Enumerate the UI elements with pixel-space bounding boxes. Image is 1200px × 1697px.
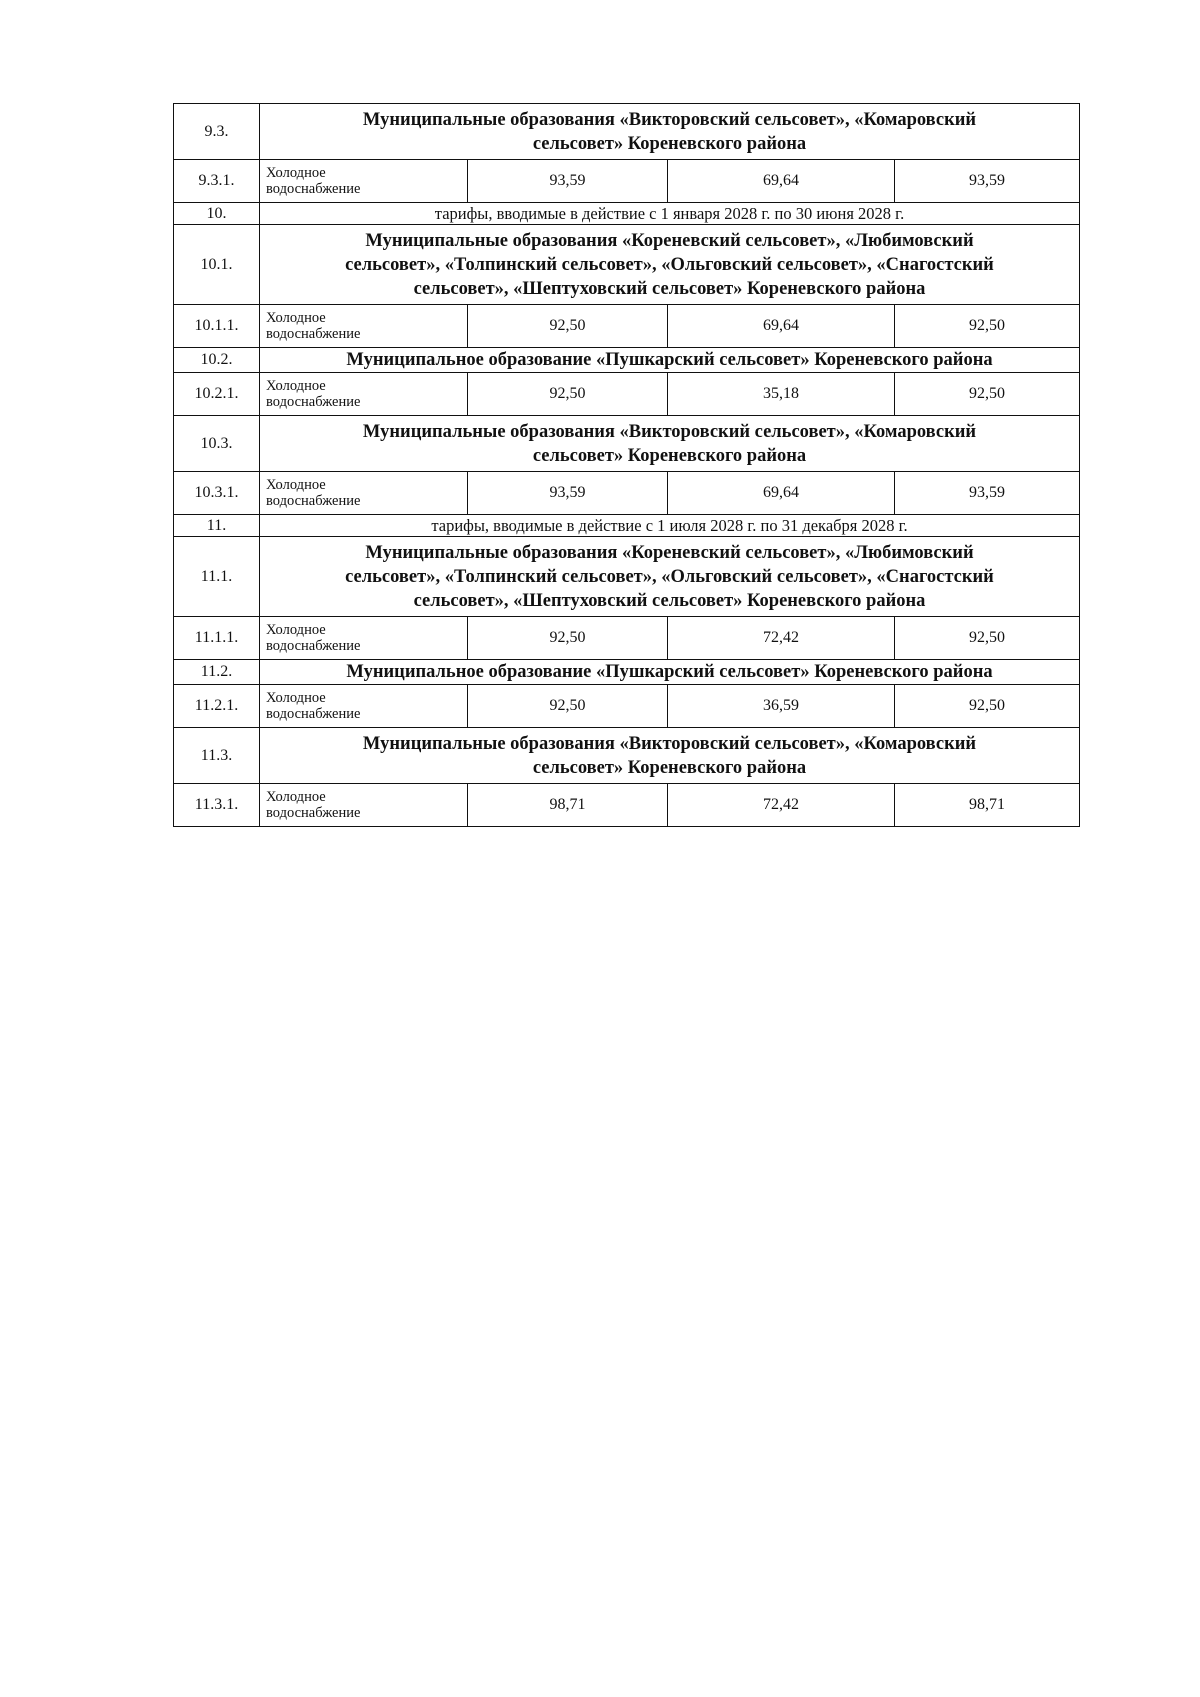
row-number: 10.2.1. xyxy=(174,373,260,416)
service-name-line: водоснабжение xyxy=(266,326,361,342)
group-title xyxy=(260,416,1080,472)
service-name-line: Холодное xyxy=(266,622,326,638)
service-name xyxy=(260,305,468,348)
row-number: 11.3. xyxy=(174,728,260,784)
group-title-line: сельсовет» Кореневского района xyxy=(532,133,807,154)
tariff-value: 93,59 xyxy=(468,472,668,515)
row-number: 11.1.1. xyxy=(174,617,260,660)
group-title-line: сельсовет», «Шептуховский сельсовет» Кореневского района xyxy=(413,278,926,299)
tariff-value: 72,42 xyxy=(668,784,895,827)
tariff-data-row xyxy=(174,160,1080,203)
tariff-data-row xyxy=(174,784,1080,827)
group-title-line: сельсовет», «Шептуховский сельсовет» Кореневского района xyxy=(413,590,926,611)
service-name xyxy=(260,160,468,203)
group-header-row xyxy=(174,537,1080,617)
group-title-line: сельсовет», «Толпинский сельсовет», «Ольговский сельсовет», «Снагостский xyxy=(345,254,994,275)
service-name xyxy=(260,617,468,660)
group-title xyxy=(260,104,1080,160)
group-title-line: Муниципальные образования «Викторовский сельсовет», «Комаровский xyxy=(362,421,977,442)
group-title xyxy=(260,225,1080,305)
tariff-value: 92,50 xyxy=(895,305,1080,348)
tariff-data-row xyxy=(174,373,1080,416)
group-header-row xyxy=(174,660,1080,685)
tariff-value: 93,59 xyxy=(895,160,1080,203)
tariff-value: 93,59 xyxy=(468,160,668,203)
tariff-value: 98,71 xyxy=(468,784,668,827)
tariff-value: 69,64 xyxy=(668,472,895,515)
tariff-value: 98,71 xyxy=(895,784,1080,827)
group-title xyxy=(260,537,1080,617)
period-row xyxy=(174,515,1080,537)
service-name-line: водоснабжение xyxy=(266,706,361,722)
row-number: 10.3.1. xyxy=(174,472,260,515)
group-header-row xyxy=(174,728,1080,784)
service-name-line: Холодное xyxy=(266,477,326,493)
service-name-line: Холодное xyxy=(266,165,326,181)
service-name-line: водоснабжение xyxy=(266,493,361,509)
group-header-row xyxy=(174,416,1080,472)
group-title-line: Муниципальные образования «Викторовский сельсовет», «Комаровский xyxy=(362,109,977,130)
period-text: тарифы, вводимые в действие с 1 июля 2028 г. по 31 декабря 2028 г. xyxy=(260,515,1080,537)
period-text: тарифы, вводимые в действие с 1 января 2028 г. по 30 июня 2028 г. xyxy=(260,203,1080,225)
tariff-value: 92,50 xyxy=(895,685,1080,728)
service-name-line: Холодное xyxy=(266,378,326,394)
group-title xyxy=(260,728,1080,784)
tariff-data-row xyxy=(174,472,1080,515)
tariff-value: 92,50 xyxy=(468,373,668,416)
tariff-value: 92,50 xyxy=(468,305,668,348)
group-title xyxy=(260,348,1080,373)
row-number: 10. xyxy=(174,203,260,225)
group-header-row xyxy=(174,104,1080,160)
tariff-value: 36,59 xyxy=(668,685,895,728)
tariff-table-body xyxy=(174,104,1080,827)
row-number: 11.2. xyxy=(174,660,260,685)
tariff-value: 69,64 xyxy=(668,160,895,203)
group-title-line: Муниципальное образование «Пушкарский сельсовет» Кореневского района xyxy=(346,350,993,370)
service-name-line: Холодное xyxy=(266,789,326,805)
tariff-value: 92,50 xyxy=(895,373,1080,416)
row-number: 10.2. xyxy=(174,348,260,373)
group-header-row xyxy=(174,225,1080,305)
group-title xyxy=(260,660,1080,685)
service-name-line: Холодное xyxy=(266,690,326,706)
group-title-line: Муниципальные образования «Викторовский сельсовет», «Комаровский xyxy=(362,733,977,754)
row-number: 9.3. xyxy=(174,104,260,160)
tariff-data-row xyxy=(174,685,1080,728)
group-title-line: сельсовет» Кореневского района xyxy=(532,445,807,466)
service-name xyxy=(260,784,468,827)
group-title-line: сельсовет», «Толпинский сельсовет», «Ольговский сельсовет», «Снагостский xyxy=(345,566,994,587)
service-name-line: Холодное xyxy=(266,310,326,326)
group-title-line: Муниципальное образование «Пушкарский сельсовет» Кореневского района xyxy=(346,662,993,682)
group-title-line: сельсовет» Кореневского района xyxy=(532,757,807,778)
tariff-value: 93,59 xyxy=(895,472,1080,515)
tariff-value: 72,42 xyxy=(668,617,895,660)
tariff-value: 92,50 xyxy=(468,685,668,728)
service-name xyxy=(260,472,468,515)
tariff-value: 35,18 xyxy=(668,373,895,416)
tariff-value: 92,50 xyxy=(468,617,668,660)
row-number: 10.3. xyxy=(174,416,260,472)
tariff-table xyxy=(173,103,1080,827)
service-name xyxy=(260,685,468,728)
service-name xyxy=(260,373,468,416)
tariff-value: 92,50 xyxy=(895,617,1080,660)
service-name-line: водоснабжение xyxy=(266,805,361,821)
row-number: 11.1. xyxy=(174,537,260,617)
service-name-line: водоснабжение xyxy=(266,181,361,197)
row-number: 11.2.1. xyxy=(174,685,260,728)
group-title-line: Муниципальные образования «Кореневский сельсовет», «Любимовский xyxy=(365,542,974,563)
tariff-data-row xyxy=(174,305,1080,348)
tariff-data-row xyxy=(174,617,1080,660)
period-row xyxy=(174,203,1080,225)
row-number: 11. xyxy=(174,515,260,537)
service-name-line: водоснабжение xyxy=(266,638,361,654)
row-number: 10.1.1. xyxy=(174,305,260,348)
document-page xyxy=(173,103,1079,827)
row-number: 11.3.1. xyxy=(174,784,260,827)
service-name-line: водоснабжение xyxy=(266,394,361,410)
row-number: 10.1. xyxy=(174,225,260,305)
row-number: 9.3.1. xyxy=(174,160,260,203)
group-title-line: Муниципальные образования «Кореневский сельсовет», «Любимовский xyxy=(365,230,974,251)
tariff-value: 69,64 xyxy=(668,305,895,348)
group-header-row xyxy=(174,348,1080,373)
